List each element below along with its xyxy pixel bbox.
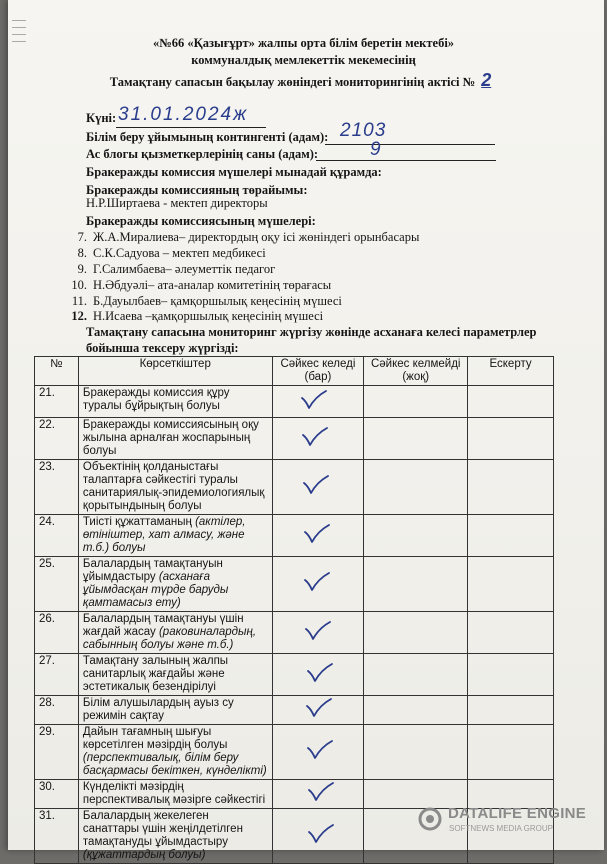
member-item: 11. Б.Дауылбаев– қамқоршылық кеңесінің мүшесі bbox=[71, 294, 342, 308]
match-cell bbox=[272, 557, 364, 612]
row-indicator bbox=[78, 557, 272, 612]
match-cell bbox=[272, 696, 364, 725]
col-header-indicators: Көрсеткіштер bbox=[78, 357, 272, 386]
nomatch-cell bbox=[364, 557, 468, 612]
col-header-nomatch: Сәйкес келмейді (жоқ) bbox=[364, 357, 468, 386]
checkmark-icon bbox=[302, 523, 332, 545]
checkmark-icon bbox=[301, 474, 331, 496]
row-number: 28. bbox=[35, 696, 79, 725]
act-title-text: Тамақтану сапасын бақылау жөніндегі мониторингінің актісі № bbox=[109, 75, 476, 89]
inspection-intro-line1: Тамақтану сапасына мониторинг жүргізу жөнінде асханаға келесі параметрлер bbox=[86, 325, 537, 339]
note-cell bbox=[468, 460, 554, 515]
table-row bbox=[35, 418, 554, 460]
note-cell bbox=[468, 418, 554, 460]
date-label: Күні: bbox=[86, 111, 117, 125]
indicator-text: Күнделікті мәзірдің перспективалық мәзірге сәйкестігі bbox=[82, 781, 266, 806]
checkmark-icon bbox=[304, 697, 334, 719]
table-row bbox=[35, 654, 554, 696]
row-indicator bbox=[78, 654, 272, 696]
member-item: 12. Н.Исаева –қамқоршылық кеңесінің мүшесі bbox=[71, 309, 324, 323]
indicator-text: Білім алушылардың ауыз су режимін сақтау bbox=[82, 697, 234, 722]
note-cell bbox=[468, 386, 554, 418]
row-number: 26. bbox=[35, 612, 79, 654]
indicator-text: Тамақтану залының жалпы санитарлық жағдайы және эстетикалық безендірілуі bbox=[82, 655, 229, 693]
nomatch-cell bbox=[364, 386, 468, 418]
header-school-name: «№66 «Қазығұрт» жалпы орта білім беретін мектебі» bbox=[152, 36, 455, 50]
row-indicator bbox=[78, 612, 272, 654]
nomatch-cell bbox=[364, 515, 468, 557]
note-cell bbox=[468, 612, 554, 654]
row-indicator bbox=[78, 515, 272, 557]
watermark bbox=[418, 803, 598, 839]
member-item: 10. Н.Әбдуәлі– ата-аналар комитетінің төрағасы bbox=[71, 278, 332, 292]
row-number: 27. bbox=[35, 654, 79, 696]
row-indicator bbox=[78, 696, 272, 725]
checkmark-icon bbox=[300, 426, 330, 448]
col-header-match: Сәйкес келеді (бар) bbox=[272, 357, 364, 386]
nomatch-cell bbox=[364, 460, 468, 515]
table-row bbox=[35, 696, 554, 725]
indicator-text: Объектінің қолданыстағы талаптарға сәйкестігі туралы санитариялық-эпидемиологиялық қорытындының болуы bbox=[82, 461, 265, 512]
indicator-note-italic: (асханаға ұйымдасқан түрде баруды қамтамасыз ету) bbox=[82, 571, 229, 609]
note-cell bbox=[468, 515, 554, 557]
col-header-num: № bbox=[35, 357, 79, 386]
act-number: 2 bbox=[481, 70, 492, 90]
table-row bbox=[35, 386, 554, 418]
table-row bbox=[35, 515, 554, 557]
commission-composition-label: Бракеражды комиссия мүшелері мынадай құрамда: bbox=[86, 165, 382, 179]
indicator-text: Дайын тағамның шығуы көрсетілген мәзірдің болуы bbox=[82, 726, 228, 751]
checkmark-icon bbox=[303, 620, 333, 642]
row-number: 25. bbox=[35, 557, 79, 612]
checkmark-icon bbox=[305, 662, 335, 684]
row-number: 31. bbox=[35, 809, 79, 864]
checkmark-icon bbox=[299, 389, 329, 411]
inspection-table bbox=[34, 356, 554, 864]
match-cell bbox=[272, 515, 364, 557]
row-indicator bbox=[78, 460, 272, 515]
member-item: 7. Ж.А.Миралиева– директордың оқу ісі жөніндегі орынбасары bbox=[77, 230, 420, 244]
inspection-intro-line2: бойынша тексеру жүргізді: bbox=[86, 341, 239, 355]
row-indicator bbox=[78, 809, 272, 864]
checkmark-icon bbox=[306, 781, 336, 803]
contingent-label: Білім беру ұйымының контингенті (адам): bbox=[86, 130, 329, 144]
match-cell bbox=[272, 418, 364, 460]
contingent-underline bbox=[325, 144, 495, 145]
indicator-note-italic: (раковиналардың, сабынның болуы және т.б.) bbox=[82, 626, 257, 651]
row-number: 24. bbox=[35, 515, 79, 557]
indicator-note-italic: (актілер, өтініштер, хат алмасу, және т.б.) болуы bbox=[82, 516, 246, 554]
indicator-text: Бракеражды комиссия құру туралы бұйрықтың болуы bbox=[82, 387, 230, 412]
match-cell bbox=[272, 460, 364, 515]
indicator-text: Тиісті құжаттаманың bbox=[82, 516, 196, 528]
nomatch-cell bbox=[364, 418, 468, 460]
header-institution: коммуналдық мемлекеттік мекемесінің bbox=[191, 53, 416, 67]
date-underline bbox=[116, 127, 266, 128]
commission-chair: Н.Р.Ширтаева - мектеп директоры bbox=[86, 196, 268, 210]
checkmark-icon bbox=[306, 823, 336, 845]
checkmark-icon bbox=[302, 571, 332, 593]
commission-chair-label: Бракеражды комиссияның төрайымы: bbox=[86, 183, 308, 197]
match-cell bbox=[272, 386, 364, 418]
note-cell bbox=[468, 696, 554, 725]
table-row bbox=[35, 612, 554, 654]
contingent-value: 2103 bbox=[340, 120, 387, 141]
staff-underline bbox=[316, 160, 496, 161]
row-number: 23. bbox=[35, 460, 79, 515]
date-value: 31.01.2024ж bbox=[118, 104, 249, 125]
table-header-row bbox=[35, 357, 554, 386]
staff-value: 9 bbox=[370, 139, 381, 160]
nomatch-cell bbox=[364, 696, 468, 725]
note-cell bbox=[468, 725, 554, 780]
watermark-subtitle: SOFTNEWS MEDIA GROUP bbox=[449, 824, 554, 833]
match-cell bbox=[272, 725, 364, 780]
match-cell bbox=[272, 654, 364, 696]
row-number: 29. bbox=[35, 725, 79, 780]
indicator-text: Бракеражды комиссиясының оқу жылына арналған жоспарының болуы bbox=[82, 419, 259, 457]
row-indicator bbox=[78, 725, 272, 780]
indicator-note-italic: (құжаттардың болуы) bbox=[82, 849, 206, 861]
table-row bbox=[35, 460, 554, 515]
match-cell bbox=[272, 809, 364, 864]
watermark-title: DATALIFE ENGINE bbox=[448, 805, 587, 822]
staff-label: Ас блогы қызметкерлерінің саны (адам): bbox=[86, 147, 319, 161]
row-number: 30. bbox=[35, 780, 79, 809]
datalife-logo-icon bbox=[418, 807, 442, 831]
table-row bbox=[35, 725, 554, 780]
match-cell bbox=[272, 780, 364, 809]
nomatch-cell bbox=[364, 725, 468, 780]
note-cell bbox=[468, 557, 554, 612]
row-indicator bbox=[78, 780, 272, 809]
row-number: 22. bbox=[35, 418, 79, 460]
member-item: 9. Г.Салимбаева– әлеуметтік педагог bbox=[77, 262, 276, 276]
match-cell bbox=[272, 612, 364, 654]
member-item: 8. С.К.Садуова – мектеп медбикесі bbox=[77, 246, 266, 260]
note-cell bbox=[468, 654, 554, 696]
header-act-title bbox=[0, 70, 607, 91]
checkmark-icon bbox=[305, 739, 335, 761]
row-indicator bbox=[78, 418, 272, 460]
row-indicator bbox=[78, 386, 272, 418]
indicator-text: Балалардың жекелеген санаттары үшін жеңілдетілген тамақтануды ұйымдастыру bbox=[82, 810, 243, 848]
indicator-text: Балалардың тамақтануын ұйымдастыру bbox=[82, 558, 223, 583]
commission-members-label: Бракеражды комиссиясының мүшелері: bbox=[86, 214, 316, 228]
nomatch-cell bbox=[364, 612, 468, 654]
col-header-note: Ескерту bbox=[468, 357, 554, 386]
indicator-note-italic: (перспективалық, білім беру басқармасы бекіткен, күнделікті) bbox=[82, 752, 267, 777]
table-row bbox=[35, 557, 554, 612]
indicator-text: Балалардың тамақтануы үшін жағдай жасау bbox=[82, 613, 244, 638]
nomatch-cell bbox=[364, 654, 468, 696]
row-number: 21. bbox=[35, 386, 79, 418]
